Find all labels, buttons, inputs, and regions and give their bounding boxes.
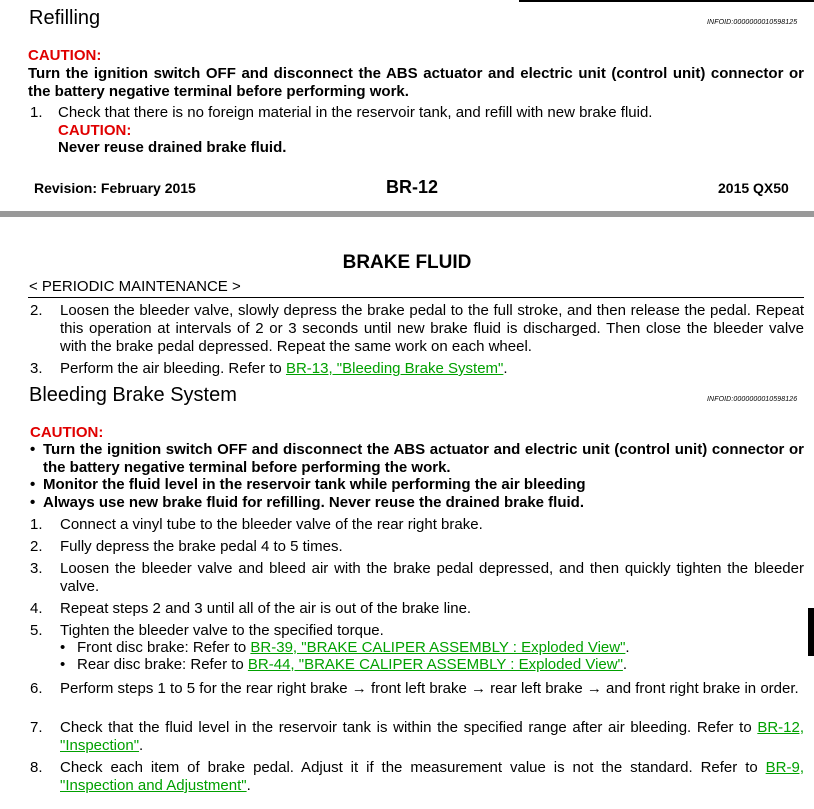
caution-bullet: • Monitor the fluid level in the reservoir tank while performing the air bleeding: [30, 476, 586, 493]
reference-link[interactable]: BR-12, "Inspection": [60, 719, 804, 754]
caution-bullet: • Turn the ignition switch OFF and disconnect the ABS actuator and electric unit (control unit) connector or the battery negative terminal before performing the work.: [30, 441, 804, 476]
step-text: Loosen the bleeder valve and bleed air with the brake pedal depressed, and then quickly tighten the bleeder valve.: [60, 560, 804, 595]
caution-bullet: • Always use new brake fluid for refilling. Never reuse the drained brake fluid.: [30, 494, 584, 511]
breadcrumb: < PERIODIC MAINTENANCE >: [29, 278, 241, 295]
step-number: 3.: [30, 560, 43, 577]
step-number: 7.: [30, 719, 43, 736]
caution-text: Turn the ignition switch OFF and disconnect the ABS actuator and electric unit (control unit) connector or the battery negative terminal before performing work.: [28, 65, 804, 100]
infoid-label: INFOID:0000000010598126: [707, 396, 798, 403]
step-text: Loosen the bleeder valve, slowly depress the brake pedal to the full stroke, and then release the pedal. Repeat this operation at intervals of 2 or 3 seconds until new brake fluid is discharged. Then close the bleeder valve with the brake pedal depressed. Repeat the same work on each wheel.: [60, 302, 804, 355]
model-label: 2015 QX50: [718, 180, 789, 196]
step-text: Perform steps 1 to 5 for the rear right brake → front left brake → rear left brake → and front right brake in order.: [60, 680, 799, 697]
step-number: 3.: [30, 360, 43, 377]
step-number: 5.: [30, 622, 43, 639]
step-number: 6.: [30, 680, 43, 697]
sub-bullet: • Front disc brake: Refer to BR-39, "BRAKE CALIPER ASSEMBLY : Exploded View".: [60, 639, 630, 656]
section-title-bleeding: Bleeding Brake System: [29, 384, 237, 406]
step-number: 4.: [30, 600, 43, 617]
breadcrumb-rule: [28, 297, 804, 298]
section-tab-marker: [808, 608, 814, 656]
step-text: Fully depress the brake pedal 4 to 5 times.: [60, 538, 343, 555]
reference-link[interactable]: BR-9, "Inspection and Adjustment": [60, 759, 804, 794]
step-text: Check that there is no foreign material in the reservoir tank, and refill with new brake fluid.: [58, 104, 653, 121]
top-rule: [519, 0, 814, 2]
reference-link[interactable]: BR-44, "BRAKE CALIPER ASSEMBLY : Exploded View": [247, 656, 623, 673]
step-text: Connect a vinyl tube to the bleeder valve of the rear right brake.: [60, 516, 483, 533]
step-number: 2.: [30, 302, 43, 319]
reference-link[interactable]: BR-13, "Bleeding Brake System": [285, 360, 504, 377]
caution-label: CAUTION:: [58, 122, 132, 139]
step-number: 1.: [30, 516, 43, 533]
step-text: Tighten the bleeder valve to the specified torque.: [60, 622, 384, 639]
caution-label: CAUTION:: [28, 47, 102, 64]
page-divider: [0, 211, 814, 217]
section-title-refilling: Refilling: [29, 7, 101, 29]
infoid-label: INFOID:0000000010598125: [707, 19, 798, 26]
caution-text: Never reuse drained brake fluid.: [58, 139, 287, 156]
step-number: 8.: [30, 759, 43, 776]
page-code: BR-12: [386, 177, 439, 197]
step-number: 1.: [30, 104, 43, 121]
step-number: 2.: [30, 538, 43, 555]
step-text: Check each item of brake pedal. Adjust it if the measurement value is not the standard. Refer to BR-9, "Inspection and Adjustment".: [60, 759, 804, 794]
revision-label: Revision: February 2015: [34, 180, 196, 196]
step-text: Repeat steps 2 and 3 until all of the air is out of the brake line.: [60, 600, 472, 617]
reference-link[interactable]: BR-39, "BRAKE CALIPER ASSEMBLY : Exploded View": [250, 639, 626, 656]
step-text: Perform the air bleeding. Refer to BR-13, "Bleeding Brake System".: [60, 360, 508, 377]
step-text: Check that the fluid level in the reservoir tank is within the specified range after air bleeding. Refer to BR-12, "Inspection".: [60, 719, 804, 754]
sub-bullet: • Rear disc brake: Refer to BR-44, "BRAKE CALIPER ASSEMBLY : Exploded View".: [60, 656, 628, 673]
chapter-title: BRAKE FLUID: [342, 252, 472, 273]
caution-label: CAUTION:: [30, 424, 104, 441]
